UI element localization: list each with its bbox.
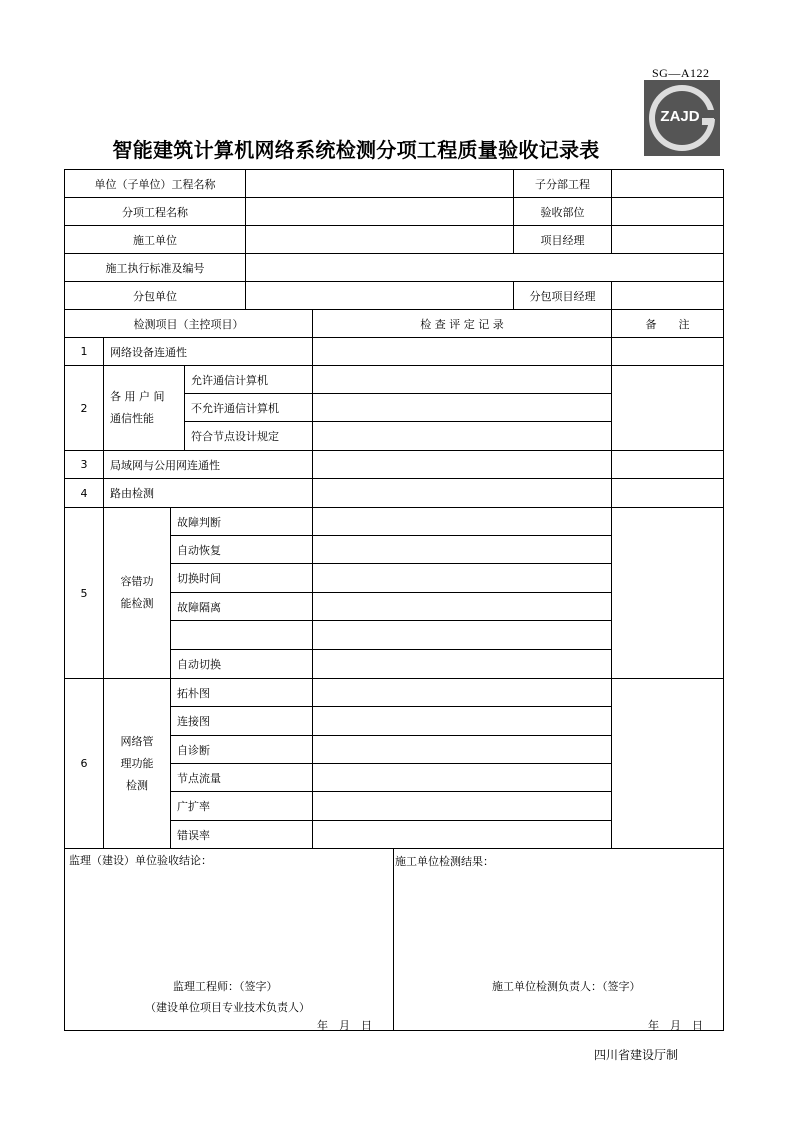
remark-cell[interactable]	[611, 507, 724, 679]
item-label: 路由检测	[103, 478, 313, 508]
unit-name-label: 单位（子单位）工程名称	[64, 169, 246, 198]
supervision-conclusion-box[interactable]	[64, 848, 394, 1031]
zajd-logo	[644, 80, 720, 156]
item-label-line: 理功能	[120, 756, 154, 770]
record-cell[interactable]	[312, 478, 612, 508]
item-label-line: 容错功	[120, 575, 154, 588]
record-cell[interactable]	[312, 507, 612, 536]
record-cell[interactable]	[312, 563, 612, 593]
sub-item-label: 错误率	[170, 820, 313, 849]
supervision-date: 年 月 日	[317, 1019, 372, 1031]
item-name-field[interactable]	[245, 197, 514, 226]
construction-date: 年 月 日	[648, 1019, 703, 1031]
item-label-line: 各 用 户 间	[110, 390, 165, 403]
acceptance-part-field[interactable]	[611, 197, 724, 226]
row-number: 1	[64, 337, 104, 366]
record-cell[interactable]	[312, 791, 612, 821]
item-label-line: 检测	[126, 778, 148, 792]
sub-item-label: 自诊断	[170, 735, 313, 764]
record-cell[interactable]	[312, 678, 612, 707]
supervision-engineer-note: （建设单位项目专业技术负责人）	[145, 1001, 310, 1014]
record-cell[interactable]	[312, 365, 612, 394]
record-cell[interactable]	[312, 592, 612, 621]
svg-text:ZAJD: ZAJD	[660, 108, 700, 125]
acceptance-part-label: 验收部位	[513, 197, 612, 226]
row-number: 4	[64, 478, 104, 508]
item-label-line: 能检测	[120, 597, 154, 610]
item-label: 网络设备连通性	[103, 337, 313, 366]
record-cell[interactable]	[312, 820, 612, 849]
project-manager-label: 项目经理	[513, 225, 612, 254]
record-cell[interactable]	[312, 706, 612, 736]
row-number: 5	[64, 507, 104, 679]
sub-item-label	[170, 620, 313, 650]
unit-name-field[interactable]	[245, 169, 514, 198]
row-number: 2	[64, 365, 104, 451]
sub-item-label: 节点流量	[170, 763, 313, 792]
record-cell[interactable]	[312, 620, 612, 650]
subcontract-unit-label: 分包单位	[64, 281, 246, 310]
sub-item-label: 切换时间	[170, 563, 313, 593]
construction-unit-field[interactable]	[245, 225, 514, 254]
record-cell[interactable]	[312, 649, 612, 679]
record-cell[interactable]	[312, 535, 612, 564]
sub-item-label: 自动切换	[170, 649, 313, 679]
col-header-item: 检测项目（主控项目）	[64, 309, 313, 338]
issuer-footer: 四川省建设厅制	[594, 1048, 679, 1062]
item-group-label	[103, 678, 171, 849]
sub-item-label: 允许通信计算机	[184, 365, 313, 394]
row-number: 6	[64, 678, 104, 849]
remark-cell[interactable]	[611, 478, 724, 508]
construction-unit-label: 施工单位	[64, 225, 246, 254]
record-cell[interactable]	[312, 763, 612, 792]
record-cell[interactable]	[312, 735, 612, 764]
standard-field[interactable]	[245, 253, 724, 282]
record-cell[interactable]	[312, 421, 612, 451]
record-cell[interactable]	[312, 337, 612, 366]
sub-item-label: 自动恢复	[170, 535, 313, 564]
sub-item-label: 故障隔离	[170, 592, 313, 621]
supervision-engineer-signature: 监理工程师：（签字）	[173, 980, 278, 993]
form-code: SG—A122	[652, 66, 710, 80]
sub-item-label: 拓朴图	[170, 678, 313, 707]
sub-item-label: 符合节点设计规定	[184, 421, 313, 451]
sub-item-label: 广扩率	[170, 791, 313, 821]
subcontract-manager-field[interactable]	[611, 281, 724, 310]
item-label-line: 网络管	[120, 734, 154, 748]
item-label: 局域网与公用网连通性	[103, 450, 313, 479]
item-group-label	[103, 365, 185, 451]
subcontract-unit-field[interactable]	[245, 281, 514, 310]
supervision-conclusion-title: 监理（建设）单位验收结论：	[69, 854, 212, 867]
remark-cell[interactable]	[611, 337, 724, 366]
remark-cell[interactable]	[611, 678, 724, 849]
inspection-form-table	[64, 169, 724, 1031]
form-title: 智能建筑计算机网络系统检测分项工程质量验收记录表	[112, 138, 600, 162]
project-manager-field[interactable]	[611, 225, 724, 254]
col-header-record: 检 查 评 定 记 录	[312, 309, 612, 338]
item-label-line: 通信性能	[110, 412, 154, 425]
item-group-label	[103, 507, 171, 679]
record-cell[interactable]	[312, 450, 612, 479]
sub-project-label: 子分部工程	[513, 169, 612, 198]
construction-result-box[interactable]	[393, 848, 724, 1031]
subcontract-manager-label: 分包项目经理	[513, 281, 612, 310]
remark-cell[interactable]	[611, 450, 724, 479]
record-cell[interactable]	[312, 393, 612, 422]
sub-project-field[interactable]	[611, 169, 724, 198]
sub-item-label: 连接图	[170, 706, 313, 736]
sub-item-label: 故障判断	[170, 507, 313, 536]
row-number: 3	[64, 450, 104, 479]
item-name-label: 分项工程名称	[64, 197, 246, 226]
construction-result-title: 施工单位检测结果：	[395, 855, 494, 868]
standard-label: 施工执行标准及编号	[64, 253, 246, 282]
col-header-remark: 备 注	[611, 309, 724, 338]
remark-cell[interactable]	[611, 365, 724, 451]
sub-item-label: 不允许通信计算机	[184, 393, 313, 422]
construction-inspector-signature: 施工单位检测负责人：（签字）	[492, 980, 641, 993]
